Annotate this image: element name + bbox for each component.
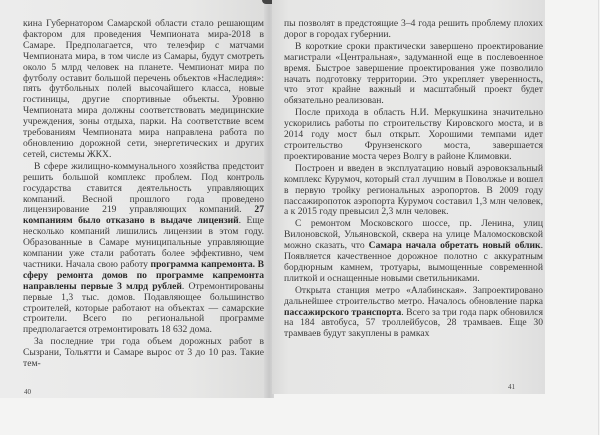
text-run: кина Губернатором Самарской области стало решающим фактором для проведения Чемпионата мира-2018 в Самаре. Предполагается, что телеэфир с матчами Чемпионата мира, в том числе из Самары, будут смотреть около 5 млрд человек на планете. Чемпионат мира по футболу оставит большой перечень объектов «Наследия»: пять футбольных полей высочайшего класса, новые гостиницы, другие спортивные объекты. Уровню Чемпионата мира должны соответствовать медицинские учреждения, зоны отдыха, парки. На соответствие всем требованиям Чемпионата мира направлена работа по обновлению дорожной сети, энергетических и других сетей, системы ЖКХ. [23,18,264,160]
left-page [0,0,268,398]
paragraph [23,162,264,337]
paragraph [284,42,543,107]
text-run: . Появляется качественное дорожное полотно с аккуратным бордюрным камнем, тротуары, вымощенные современной плиткой и оснащенные новыми светильниками. [284,240,543,284]
right-page [272,0,545,394]
right-page-text [284,19,543,340]
text-run: С ремонтом Московского шоссе, пр. Ленина, улиц Вилоновской, Ульяновской, сквера на улице Маломосковской можно сказать, что [284,218,543,252]
text-run: . Отремонтированы первые 1,3 тыс. домов. Подавляющее большинство строителей, которые работают на объектах — самарские строители. Всего по региональной программе предполагается отремонтировать 18 632 дома. [23,280,264,336]
paragraph [284,286,543,341]
bold-text: Самара начала обретать новый облик [368,240,541,252]
paragraph [284,164,543,219]
page-number: 40 [24,388,31,396]
text-run: После прихода в область Н.И. Меркушкина значительно ускорились работы по строительству Кировского моста, и в 2014 году мост был открыт. Хорошими темпами идет строительство Фрунзенского моста, завершается проектирование моста через Волгу в районе Климовки. [284,107,543,162]
text-run: Открыта станция метро «Алабинская». Запроектировано дальнейшее строительство метро. Началось обновление парка [284,284,543,307]
paragraph [23,337,264,370]
paragraph [23,19,264,161]
paragraph [284,19,543,41]
page-number: 41 [508,383,515,391]
text-run: пы позволят в предстоящие 3–4 года решить проблему плохих дорог в городах губернии. [284,18,543,40]
text-run: В сфере жилищно-коммунального хозяйства предстоит решить большой комплекс проблем. Под контроль государства ставится деятельность управляющих компаний. Весной прошлого года проведено лицензирование 219 управляющих компаний. [23,160,264,216]
paragraph [284,219,543,284]
text-run: За последние три года объем дорожных работ в Сызрани, Тольятти и Самаре вырос от 3 до 10 раз. Такие тем- [23,336,264,370]
bold-text: 27 компаниям было отказано в выдаче лицензий [23,204,264,227]
bold-text: пассажирского транспорта [284,306,402,318]
text-run: . Еще несколько компаний лишились лицензии в этом году. Образованные в Самаре муниципальные управляющие компании уже стали работать более эффективно, чем частники. Начала свою работу [23,215,264,270]
scan-edge [598,0,599,435]
paragraph [284,108,543,163]
text-run: Построен и введен в эксплуатацию новый аэровокзальный комплекс Курумоч, который стал лучшим в Поволжье и вошел в первую тройку региональных аэропортов. В 2009 году пассажиропоток аэропорта Курумоч составил 1,3 млн человек, а к 2015 году превысил 2,3 млн человек. [284,162,543,218]
text-run: В короткие сроки практически завершено проектирование магистрали «Центральная», задуманной еще в послевоенное время. Быстрое завершение проектирования уже позволило начать подготовку территории. Это укрепляет уверенность, что этот крайне важный и масштабный проект будет обязательно реализован. [284,40,543,107]
left-page-text [23,19,264,370]
text-run: . Всего за три года парк обновился на 184 автобуса, 57 троллейбусов, 28 трамваев. Еще 30 трамваев будут закуплены в рамках [284,306,543,340]
bold-text: программа капремонта. В сферу ремонта домов по программе капремонта направлены первые 3 млрд рублей [23,258,265,292]
